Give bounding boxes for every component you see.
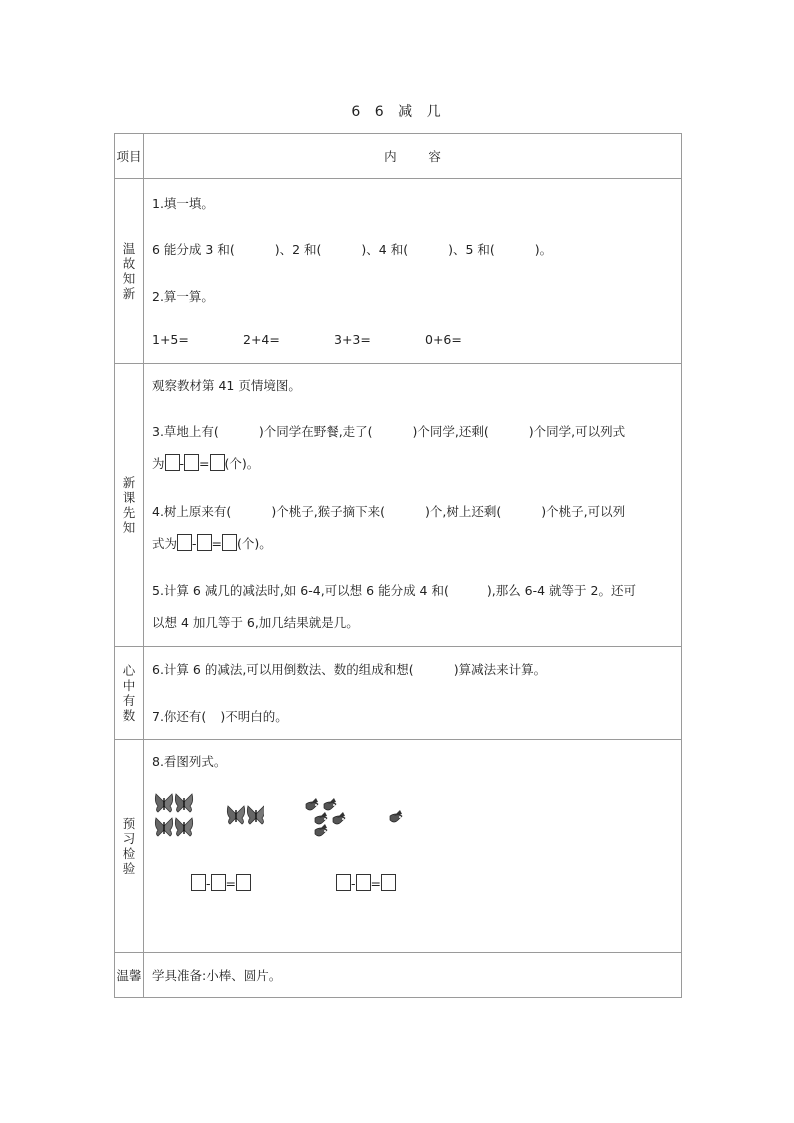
section-review (115, 179, 682, 364)
bird-icon (306, 798, 318, 810)
butterfly-icon (247, 806, 264, 824)
section-label-preview: 预习检验 (115, 740, 144, 953)
header-item: 项目 (115, 134, 144, 179)
header-content: 内 容 (144, 134, 682, 179)
butterfly-icon (155, 794, 172, 812)
section-label-review: 温故知新 (115, 179, 144, 364)
bird-icon (315, 824, 327, 836)
answer-box[interactable] (165, 454, 180, 471)
q2-item: 3+3= (334, 332, 371, 347)
section-label-new: 新课先知 (115, 364, 144, 647)
q8-title: 8.看图列式。 (152, 754, 227, 769)
answer-box[interactable] (222, 534, 237, 551)
mind-content (144, 647, 682, 740)
q7-line: 7.你还有( )不明白的。 (152, 709, 288, 724)
q1-title: 1.填一填。 (152, 196, 214, 211)
butterfly-icon (155, 818, 172, 836)
section-label-tip: 温馨 (115, 953, 144, 998)
preview-content (144, 740, 682, 953)
q5-line1: 5.计算 6 减几的减法时,如 6-4,可以想 6 能分成 4 和( ),那么 6-4 就等于 2。还可 (152, 583, 636, 598)
answer-box[interactable] (210, 454, 225, 471)
new-content (144, 364, 682, 647)
q2-items (152, 332, 516, 347)
q2-title: 2.算一算。 (152, 289, 214, 304)
section-preview (115, 740, 682, 953)
answer-box[interactable] (336, 874, 351, 891)
butterfly-group (154, 792, 264, 842)
section-mind (115, 647, 682, 740)
q5-line2: 以想 4 加几等于 6,加几结果就是几。 (152, 615, 359, 630)
tip-content (144, 953, 682, 998)
section-new (115, 364, 682, 647)
q1-line: 6 能分成 3 和( )、2 和( )、4 和( )、5 和( )。 (152, 242, 553, 257)
butterfly-icon (227, 806, 244, 824)
answer-box[interactable] (177, 534, 192, 551)
answer-box[interactable] (236, 874, 251, 891)
worksheet-table (114, 133, 682, 998)
equation-2: - = (336, 874, 396, 891)
section-label-mind: 心中有数 (115, 647, 144, 740)
q3-line2: 为 - = (个)。 (152, 456, 260, 471)
q2-item: 1+5= (152, 332, 189, 347)
q6-line: 6.计算 6 的减法,可以用倒数法、数的组成和想( )算减法来计算。 (152, 662, 547, 677)
q4-line2: 式为 - = (个)。 (152, 536, 272, 551)
tip-text: 学具准备:小棒、圆片。 (152, 968, 282, 983)
q2-item: 2+4= (243, 332, 280, 347)
butterfly-icon (175, 818, 192, 836)
bird-icon (390, 810, 402, 822)
page-title: 6 6 减 几 (351, 104, 443, 120)
answer-box[interactable] (184, 454, 199, 471)
section-tip (115, 953, 682, 998)
q2-item: 0+6= (425, 332, 462, 347)
answer-box[interactable] (211, 874, 226, 891)
answer-box[interactable] (381, 874, 396, 891)
q3-line1: 3.草地上有( )个同学在野餐,走了( )个同学,还剩( )个同学,可以列式 (152, 424, 626, 439)
butterfly-icon (175, 794, 192, 812)
header-row (115, 134, 682, 179)
answer-box[interactable] (356, 874, 371, 891)
bird-icon (333, 812, 345, 824)
review-content (144, 179, 682, 364)
bird-group (304, 798, 414, 842)
intro-line: 观察教材第 41 页情境图。 (152, 378, 301, 393)
q4-line1: 4.树上原来有( )个桃子,猴子摘下来( )个,树上还剩( )个桃子,可以列 (152, 504, 626, 519)
answer-box[interactable] (197, 534, 212, 551)
bird-icon (315, 812, 327, 824)
answer-box[interactable] (191, 874, 206, 891)
bird-icon (324, 798, 336, 810)
equation-1: - = (191, 874, 251, 891)
